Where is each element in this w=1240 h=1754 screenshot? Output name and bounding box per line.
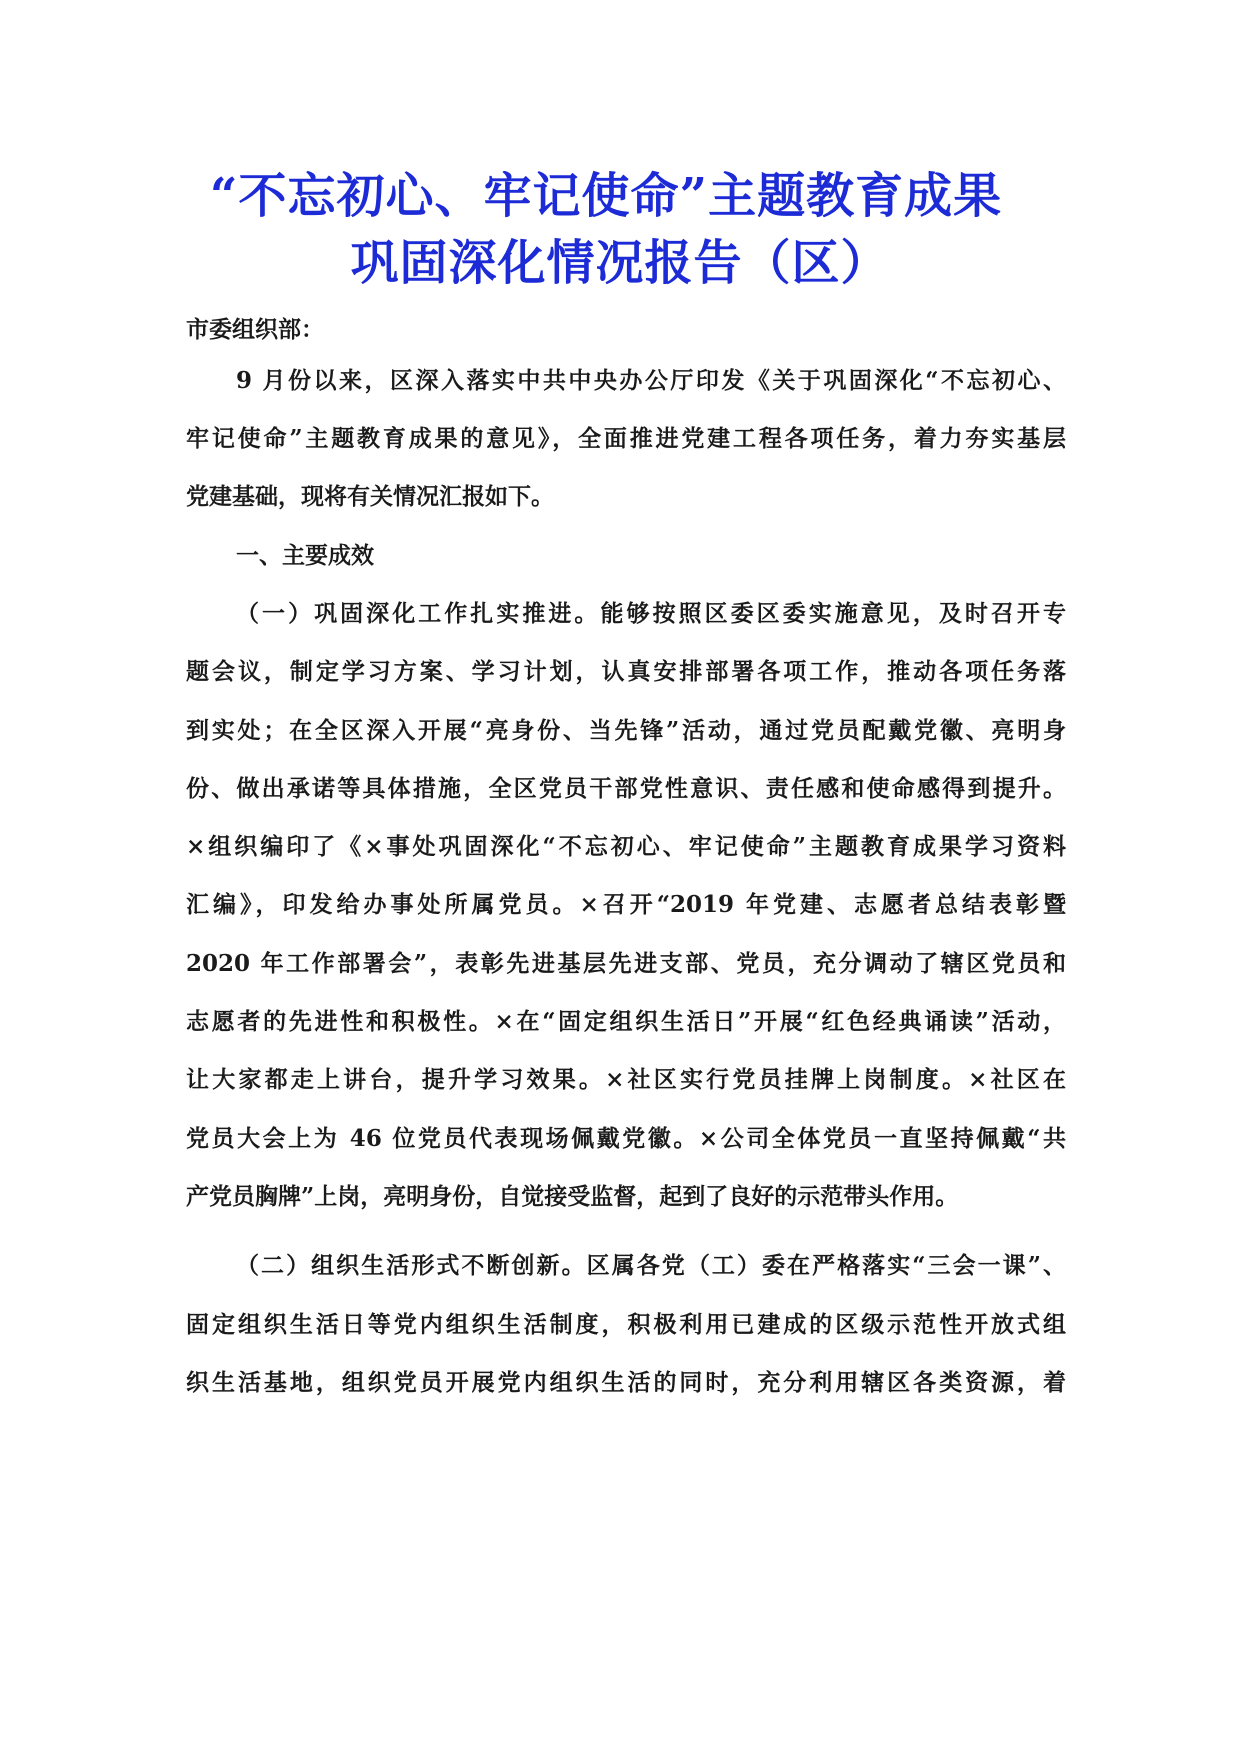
salutation: 市委组织部： [186,316,324,343]
body-line: （一）巩固深化工作扎实推进。能够按照区委区委实施意见，及时召开专 [236,600,1066,627]
body-line: 2020 年工作部署会”，表彰先进基层先进支部、党员，充分调动了辖区党员和 [186,950,1066,977]
body-line: 9 月份以来，区深入落实中共中央办公厅印发《关于巩固深化“不忘初心、 [236,367,1066,394]
body-line: 题会议，制定学习方案、学习计划，认真安排部署各项工作，推动各项任务落 [186,658,1066,685]
body-line: 牢记使命”主题教育成果的意见》，全面推进党建工程各项任务，着力夯实基层 [186,425,1066,452]
body-line: 汇编》，印发给办事处所属党员。×召开“2019 年党建、志愿者总结表彰暨 [186,891,1066,918]
document-title-line2: 巩固深化情况报告（区） [350,235,890,291]
body-line: 党建基础，现将有关情况汇报如下。 [186,483,554,510]
body-line: 固定组织生活日等党内组织生活制度，积极利用已建成的区级示范性开放式组 [186,1311,1066,1338]
document-title-line1: “不忘初心、牢记使命”主题教育成果 [209,168,1003,224]
body-line: 织生活基地，组织党员开展党内组织生活的同时，充分利用辖区各类资源，着 [186,1369,1066,1396]
body-line: 产党员胸牌”上岗，亮明身份，自觉接受监督，起到了良好的示范带头作用。 [186,1183,959,1210]
body-line: 党员大会上为 46 位党员代表现场佩戴党徽。×公司全体党员一直坚持佩戴“共 [186,1125,1066,1152]
body-line: （二）组织生活形式不断创新。区属各党（工）委在严格落实“三会一课”、 [236,1252,1066,1279]
body-line: 到实处；在全区深入开展“亮身份、当先锋”活动，通过党员配戴党徽、亮明身 [186,717,1066,744]
body-line: 份、做出承诺等具体措施，全区党员干部党性意识、责任感和使命感得到提升。 [186,775,1066,802]
body-line: 志愿者的先进性和积极性。×在“固定组织生活日”开展“红色经典诵读”活动， [186,1008,1066,1035]
section-heading: 一、主要成效 [236,542,374,569]
body-line: ×组织编印了《×事处巩固深化“不忘初心、牢记使命”主题教育成果学习资料 [186,833,1066,860]
body-line: 让大家都走上讲台，提升学习效果。×社区实行党员挂牌上岗制度。×社区在 [186,1066,1066,1093]
